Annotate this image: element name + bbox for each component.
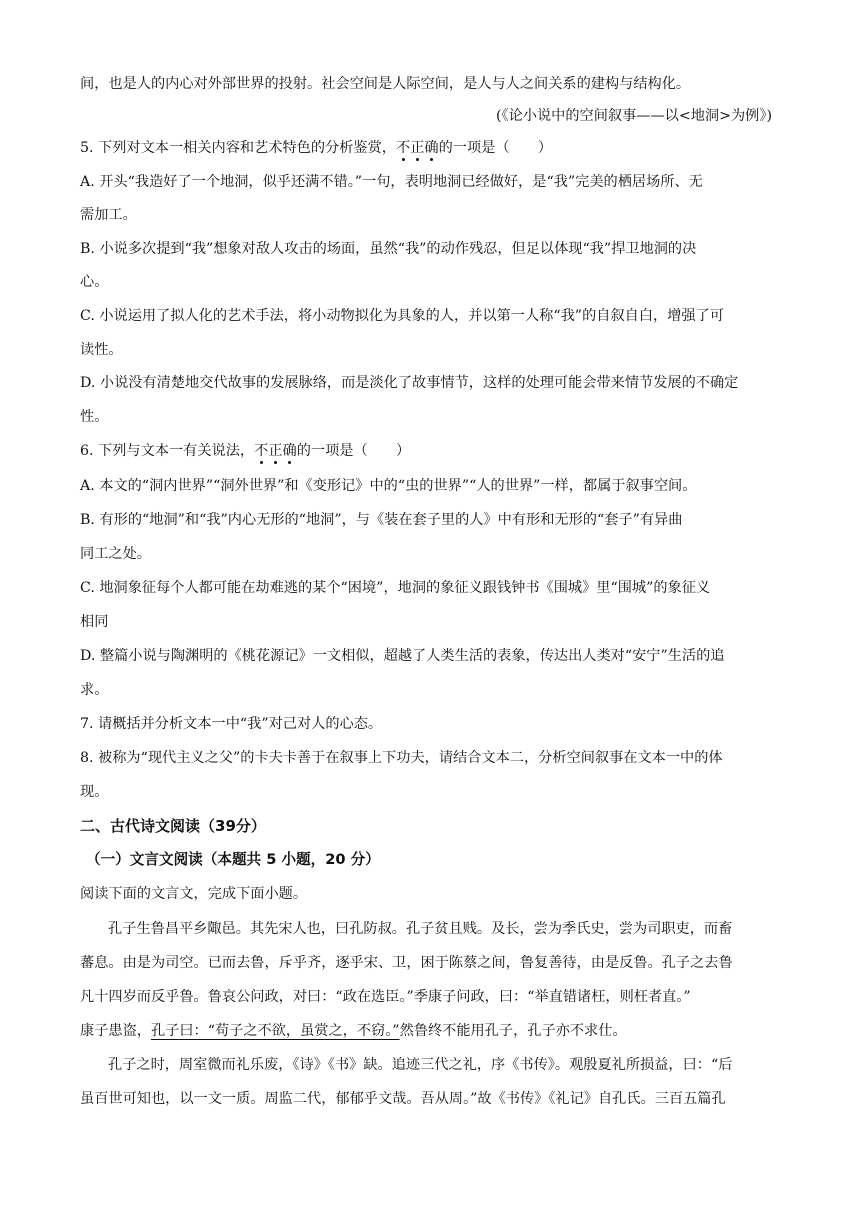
text1-tail-line: 间，也是人的内心对外部世界的投射。社会空间是人际空间，是人与人之间关系的建构与结构化。 [80,76,691,92]
q5-option-c-line2: 读性。 [80,342,123,358]
q5-dotted-char-3: 确 [424,140,439,156]
passage-p1-line4 [80,1021,786,1041]
q6-option-c-line2: 相同 [80,614,109,630]
q6-stem [80,441,786,461]
section2-subtitle: （一）文言文阅读（本题共 5 小题，20 分） [86,851,380,868]
passage-p1-line2: 蕃息。由是为司空。已而去鲁，斥乎齐，逐乎宋、卫，困于陈蔡之间，鲁复善待，由是反鲁。孔子之去鲁 [80,955,733,971]
section2-title: 二、古代诗文阅读（39分） [80,817,266,835]
q6-dotted-char-2: 正 [268,443,283,459]
passage-p1-line3: 凡十四岁而反乎鲁。鲁哀公问政，对曰：“政在选臣。”季康子问政，曰：“举直错诸枉，则枉者直。” [80,989,691,1005]
q6-dotted-char-1: 不 [254,443,269,459]
q8-stem-line2: 现。 [80,784,109,800]
q6-stem-after: 的一项是（ ） [296,443,411,459]
q5-option-d-line1: D. 小说没有清楚地交代故事的发展脉络，而是淡化了故事情节，这样的处理可能会带来情节发展的不确定 [80,375,739,391]
q6-option-c-line1: C. 地洞象征每个人都可能在劫难逃的某个“困境”，地洞的象征义跟钱钟书《围城》里“围城”的象征义 [80,580,711,596]
q5-option-b-line1: B. 小说多次提到“我”想象对敌人攻击的场面，虽然“我”的动作残忍，但足以体现“我”捍卫地洞的决 [80,241,697,257]
passage-p1-line4-after: 然鲁终不能用孔子，孔子亦不求仕。 [399,1023,627,1039]
q6-option-b-line2: 同工之处。 [80,546,151,562]
q6-option-d-line1: D. 整篇小说与陶渊明的《桃花源记》一文相似，超越了人类生活的表象，传达出人类对“安宁”生活的追 [80,648,725,664]
q5-dotted-char-2: 正 [410,140,425,156]
passage-p1-line4-before: 康子患盗， [80,1023,151,1039]
q5-stem-before: 5. 下列对文本一相关内容和艺术特色的分析鉴赏， [80,140,396,156]
q7-stem: 7. 请概括并分析文本一中“我”对己对人的心态。 [80,716,383,732]
reading-instruction: 阅读下面的文言文，完成下面小题。 [80,886,308,902]
passage-p2-line1: 孔子之时，周室微而礼乐废，《诗》《书》缺。追迹三代之礼，序《书传》。观殷夏礼所损益，曰：“后 [108,1057,733,1073]
passage-p1-line1: 孔子生鲁昌平乡陬邑。其先宋人也，曰孔防叔。孔子贫且贱。及长，尝为季氏史，尝为司职吏，而畜 [108,921,733,937]
q6-option-b-line1: B. 有形的“地洞”和“我”内心无形的“地洞”，与《装在套子里的人》中有形和无形的“套子”有异曲 [80,512,683,528]
q8-stem-line1: 8. 被称为“现代主义之父”的卡夫卡善于在叙事上下功夫，请结合文本二，分析空间叙事在文本一中的体 [80,750,723,766]
q6-stem-before: 6. 下列与文本一有关说法， [80,443,255,459]
q6-dotted-char-3: 确 [282,443,297,459]
q6-option-d-line2: 求。 [80,682,109,698]
text2-source: (《论小说中的空间叙事——以<地洞>为例》) [495,108,772,124]
q5-stem [80,138,786,158]
q5-stem-after: 的一项是（ ） [438,140,553,156]
q5-option-a-line1: A. 开头“我造好了一个地洞，似乎还满不错。”一句，表明地洞已经做好，是“我”完美的栖居场所、无 [80,174,703,190]
q5-option-c-line1: C. 小说运用了拟人化的艺术手法，将小动物拟化为具象的人，并以第一人称“我”的自叙自白，增强了可 [80,308,724,324]
passage-p2-line2: 虽百世可知也，以一文一质。周监二代，郁郁乎文哉。吾从周。”故《书传》《礼记》自孔氏。三百五篇孔 [80,1091,726,1107]
underlined-sentence: 孔子曰：“苟子之不欲，虽赏之，不窃。” [150,1023,400,1039]
q5-option-d-line2: 性。 [80,409,109,425]
q5-option-a-line2: 需加工。 [80,207,137,223]
q5-dotted-char-1: 不 [396,140,411,156]
q6-option-a-line1: A. 本文的“洞内世界”“洞外世界”和《变形记》中的“虫的世界”“人的世界”一样，都属于叙事空间。 [80,478,697,494]
q5-option-b-line2: 心。 [80,274,109,290]
